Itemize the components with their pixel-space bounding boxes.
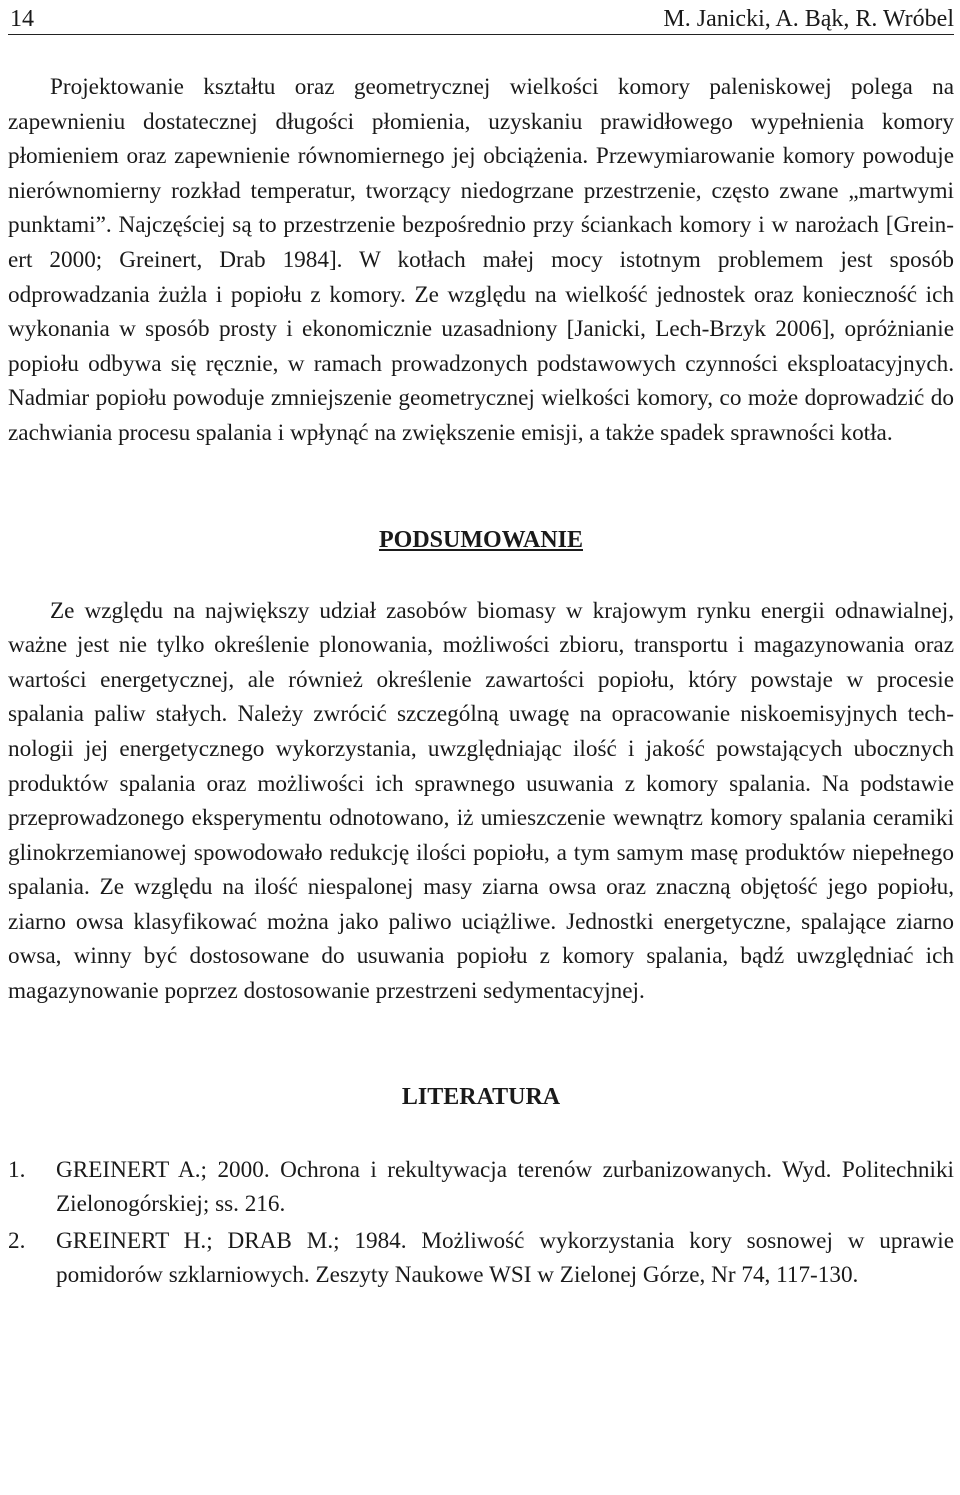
reference-number: 1. [8,1156,26,1183]
summary-paragraph: Ze względu na największy udział zasobów biomasy w krajowym rynku energii odnawialnej, ważne jest nie tylko określenie plonowania, możliwości zbioru, transportu i magazynowania oraz wartości energetycznej, ale również określenie zawartości popiołu, który powstaje w procesie spalania paliw stałych. Należy zwrócić szczególną uwagę na opracowanie niskoemisyjnych technologii jej energetycznego wykorzystania, uwzględniając ilość i jakość powstających ubocznych produktów spalania oraz możliwości ich sprawnego usuwania z komory spalania. Na podstawie przeprowadzonego eksperymentu odnotowano, iż umieszczenie wewnątrz komory spalania ceramiki glinokrzemianowej spowodowało redukcję ilości popiołu, a tym samym masę produktów niepełnego spalania. Ze względu na ilość niespalonej masy ziarna owsa oraz znaczną objętość jego popiołu, ziarno owsa klasyfikować można jako paliwo uciążliwe. Jednostki energetyczne, spalające ziarno owsa, winny być dostosowane do usuwania popiołu z komory spalania, bądź uwzględniać ich magazynowanie poprzez dostosowanie przestrzeni sedymentacyjnej. [8,597,954,1005]
summary-heading-text: PODSUMOWANIE [378,526,583,553]
literature-heading-text: LITERATURA [401,1083,561,1110]
running-header [8,0,954,35]
document-page [8,0,954,1295]
literature-heading [8,1080,954,1114]
reference-item [8,1224,954,1293]
page-number: 14 [10,6,34,32]
reference-list [8,1153,954,1293]
reference-number: 2. [8,1227,26,1254]
summary-heading [8,523,954,557]
reference-text: GREINERT H.; DRAB M.; 1984. Możliwość wykorzystania kory sosnowej w uprawie pomidorów szklarniowych. Zeszyty Naukowe WSI w Zielonej Górze, Nr 74, 117-130. [56,1227,954,1289]
header-authors: M. Janicki, A. Bąk, R. Wróbel [663,6,954,32]
reference-text: GREINERT A.; 2000. Ochrona i rekultywacja terenów zurbanizowanych. Wyd. Politechniki Zielonogórskiej; ss. 216. [56,1156,954,1218]
intro-paragraph: Projektowanie kształtu oraz geometrycznej wielkości komory paleniskowej polega na zapewnieniu dostatecznej długości płomienia, uzyskaniu prawidłowego wypełnienia komory płomieniem oraz zapewnienie równomiernego jej obciążenia. Przewymiarowanie komory powoduje nierównomierny rozkład temperatur, tworzący niedogrzane przestrzenie, często zwane „martwymi punktami”. Najczęściej są to przestrzenie bezpośrednio przy ściankach komory i w narożach [Greinert 2000; Greinert, Drab 1984]. W kotłach małej mocy istotnym problemem jest sposób odprowadzania żużla i popiołu z komory. Ze względu na wielkość jednostek oraz konieczność ich wykonania w sposób prosty i ekonomicznie uzasadniony [Janicki, Lech-Brzyk 2006], opróżnianie popiołu odbywa się ręcznie, w ramach prowadzonych podstawowych czynności eksploatacyjnych. Nadmiar popiołu powoduje zmniejszenie geometrycznej wielkości komory, co może doprowadzić do zachwiania procesu spalania i wpłynąć na zwiększenie emisji, a także spadek sprawności kotła. [8,74,954,446]
reference-item [8,1153,954,1222]
